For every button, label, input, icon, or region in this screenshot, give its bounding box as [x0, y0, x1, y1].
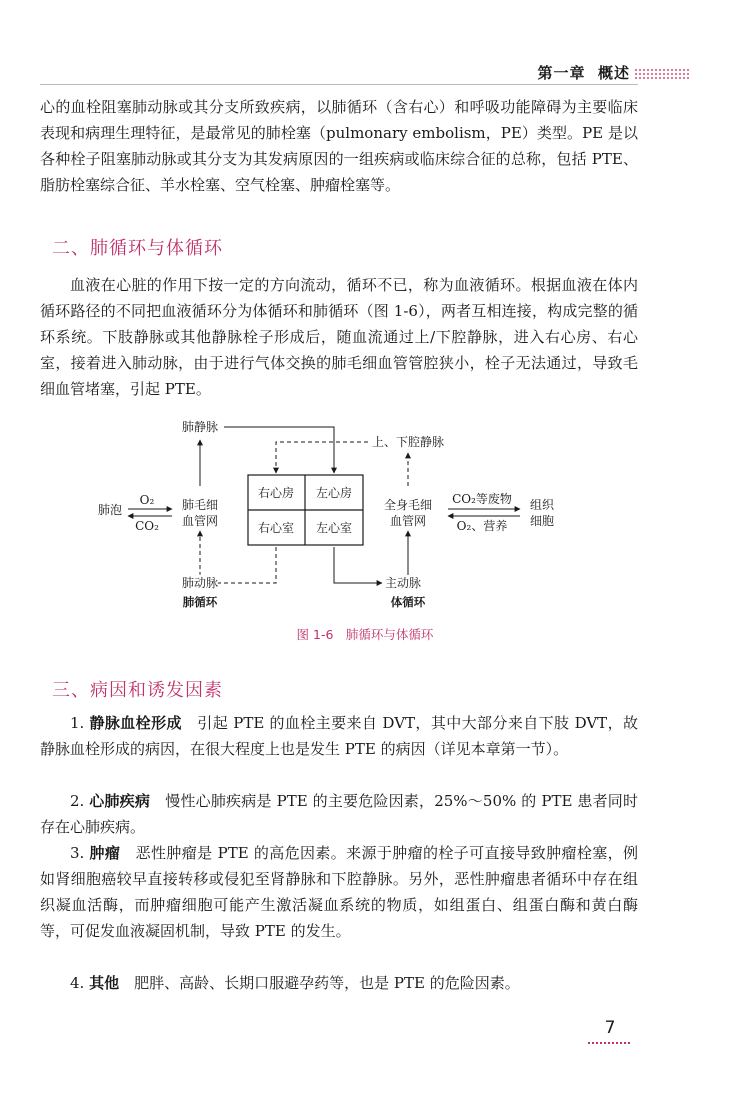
etiology-item-2: [40, 788, 638, 840]
etiology-item-4: [40, 970, 638, 996]
left-ventricle-label: 左心室: [315, 521, 353, 535]
systemic-circulation-label: 体循环: [390, 595, 426, 609]
left-atrium-label: 左心房: [315, 486, 353, 500]
item-text: 引起 PTE 的血栓主要来自 DVT，其中大部分来自下肢 DVT，故静脉血栓形成的病因，在很大程度上也是发生 PTE 的病因（详见本章第一节）。: [40, 714, 638, 758]
tissue-label-1: 组织: [529, 498, 555, 512]
etiology-item-3: [40, 840, 638, 944]
page-number-underline: [588, 1042, 630, 1044]
tissue-label-2: 细胞: [529, 514, 555, 528]
item-number: 3.: [70, 844, 90, 862]
item-number: 4.: [70, 974, 90, 992]
alveoli-label: 肺泡: [97, 503, 123, 517]
section-heading-circulation: 二、肺循环与体循环: [52, 238, 223, 259]
figure-caption: 图 1-6 肺循环与体循环: [296, 627, 434, 642]
item-text: 恶性肿瘤是 PTE 的高危因素。来源于肿瘤的栓子可直接导致肿瘤栓塞，例如肾细胞癌较早直接转移或侵犯至肾静脉和下腔静脉。另外，恶性肿瘤患者循环中存在组织凝血活酶，而肿瘤细胞可能产生激活凝血系统的物质，如组蛋白、组蛋白酶和黄白酶等，可促发血液凝固机制，导致 PTE 的发生。: [40, 844, 638, 940]
item-number: 2.: [70, 792, 90, 810]
header-dot-ornament: [634, 68, 690, 80]
page-number: 7: [604, 1018, 616, 1038]
aorta-label: 主动脉: [385, 576, 422, 590]
vena-cava-to-heart-arrow: [276, 442, 368, 473]
aorta-arrow: [334, 547, 382, 583]
item-text: 慢性心肺疾病是 PTE 的主要危险因素，25%～50% 的 PTE 患者同时存在心肺疾病。: [40, 792, 638, 836]
item-title: 静脉血栓形成: [89, 714, 182, 732]
header-rule: [40, 84, 638, 85]
right-atrium-label: 右心房: [257, 486, 295, 500]
vena-cava-label: 上、下腔静脉: [372, 435, 445, 449]
sys-cap-label-1: 全身毛细: [383, 498, 433, 512]
item-text: 肥胖、高龄、长期口服避孕药等，也是 PTE 的危险因素。: [119, 974, 520, 992]
sys-cap-label-2: 血管网: [389, 514, 427, 528]
etiology-item-1: [40, 710, 638, 762]
item-title: 其他: [89, 974, 120, 992]
circulation-diagram: [0, 418, 730, 618]
chapter-label: 第一章: [537, 64, 586, 82]
o2-label: O₂: [139, 493, 155, 507]
pulm-cap-label-2: 血管网: [181, 514, 219, 528]
pulm-cap-label-1: 肺毛细: [181, 498, 219, 512]
right-ventricle-label: 右心室: [257, 521, 295, 535]
item-number: 1.: [70, 714, 90, 732]
intro-paragraph: 心的血栓阻塞肺动脉或其分支所致疾病，以肺循环（含右心）和呼吸功能障碍为主要临床表现和病理生理特征，是最常见的肺栓塞（pulmonary embolism，PE）类型。PE 是以各种栓子阻塞肺动脉或其分支为其发病原因的一组疾病或临床综合征的总称，包括 PTE、脂肪栓塞综合征、羊水栓塞、空气栓塞、肿瘤栓塞等。: [40, 98, 638, 194]
chapter-title: [538, 62, 630, 83]
circulation-paragraph: 血液在心脏的作用下按一定的方向流动，循环不已，称为血液循环。根据血液在体内循环路径的不同把血液循环分为体循环和肺循环（图 1-6），两者互相连接，构成完整的循环系统。下肢静脉或其他静脉栓子形成后，随血流通过上/下腔静脉，进入右心房、右心室，接着进入肺动脉，由于进行气体交换的肺毛细血管管腔狭小，栓子无法通过，导致毛细血管堵塞，引起 PTE。: [40, 276, 638, 398]
pulmonary-vein-label: 肺静脉: [181, 420, 219, 434]
co2-waste-label: CO₂等废物: [452, 492, 512, 506]
pulmonary-vein-arrow: [224, 427, 334, 473]
running-header: [40, 60, 638, 88]
item-title: 肿瘤: [89, 844, 121, 862]
item-title: 心肺疾病: [89, 792, 151, 810]
pulmonary-circulation-label: 肺循环: [182, 595, 218, 609]
o2-nutrients-label: O₂、营养: [456, 519, 508, 533]
pulmonary-artery-label: 肺动脉: [181, 576, 219, 590]
section-heading-etiology: 三、病因和诱发因素: [52, 680, 223, 701]
co2-label: CO₂: [135, 519, 159, 533]
chapter-name: 概述: [597, 64, 630, 82]
